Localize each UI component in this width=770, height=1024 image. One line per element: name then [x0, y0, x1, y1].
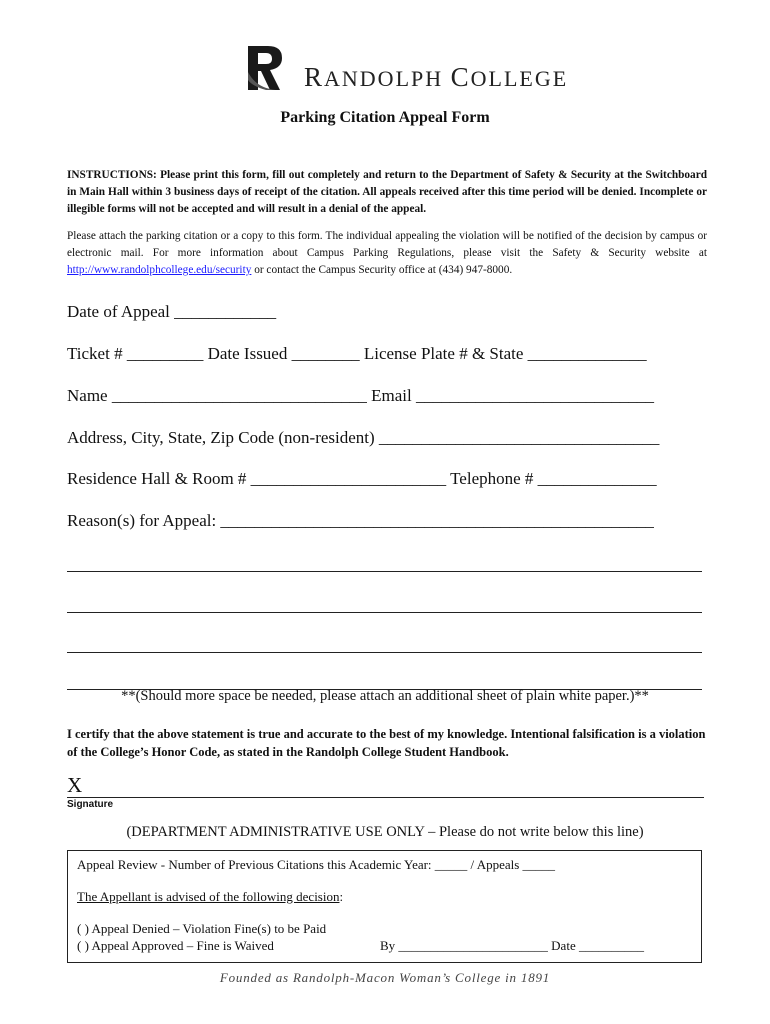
signature-label: Signature	[67, 799, 114, 810]
reason-blank-line[interactable]	[67, 571, 702, 572]
admin-use-box	[67, 850, 702, 963]
appeal-review-line: Appeal Review - Number of Previous Citations this Academic Year: _____ / Appeals _____	[77, 857, 556, 872]
appellant-advised-colon: :	[339, 889, 344, 904]
attach-instructions	[67, 228, 707, 279]
reason-for-appeal-field[interactable]: Reason(s) for Appeal: ___________________________________________________	[67, 511, 654, 530]
appellant-advised-text	[77, 889, 343, 905]
instructions-text: INSTRUCTIONS: Please print this form, fill out completely and return to the Department of Safety & Security at the Switchboard in Main Hall within 3 business days of receipt of the citation. All appeals received after this time period will be denied. Incomplete or illegible forms will not be accepted and will result in a denial of the appeal.	[67, 169, 707, 215]
signature-x-mark: X	[67, 773, 83, 797]
security-website-link[interactable]: http://www.randolphcollege.edu/security	[67, 264, 252, 276]
admin-use-heading: (DEPARTMENT ADMINISTRATIVE USE ONLY – Please do not write below this line)	[126, 824, 644, 840]
date-of-appeal-field[interactable]: Date of Appeal ____________	[67, 302, 277, 321]
college-logo-mark-icon	[246, 44, 286, 92]
name-email-field[interactable]: Name ______________________________ Email ____________________________	[67, 386, 654, 405]
college-name: RANDOLPH COLLEGE	[304, 62, 569, 92]
residence-telephone-field[interactable]: Residence Hall & Room # _______________________ Telephone # ______________	[67, 469, 657, 488]
certification-statement: I certify that the above statement is true and accurate to the best of my knowledge. Intentional falsification is a violation of the College’s Honor Code, as stated in the Randolph College Student Handbook.	[67, 727, 706, 759]
ticket-date-plate-field[interactable]: Ticket # _________ Date Issued ________ License Plate # & State ______________	[67, 344, 647, 363]
reason-blank-line[interactable]	[67, 612, 702, 613]
appeal-approved-option[interactable]: ( ) Appeal Approved – Fine is Waived	[77, 938, 274, 953]
extra-space-note: **(Should more space be needed, please attach an additional sheet of plain white paper.)**	[121, 688, 649, 704]
appeal-denied-option[interactable]: ( ) Appeal Denied – Violation Fine(s) to be Paid	[77, 921, 327, 936]
college-logo	[246, 44, 569, 92]
form-title: Parking Citation Appeal Form	[280, 109, 490, 126]
attach-text-1: Please attach the parking citation or a copy to this form. The individual appealing the violation will be notified of the decision by campus or electronic mail. For more information about Campus Parking Regulations, please visit the Safety & Security website at	[67, 230, 707, 259]
signature-line[interactable]	[67, 797, 704, 798]
attach-text-2: or contact the Campus Security office at (434) 947-8000.	[251, 264, 513, 276]
appellant-advised-label: The Appellant is advised of the following decision	[77, 889, 340, 904]
by-date-line: By _______________________ Date __________	[380, 938, 644, 953]
footer-founded-text: Founded as Randolph-Macon Woman’s College in 1891	[219, 970, 551, 985]
address-field[interactable]: Address, City, State, Zip Code (non-resident) _________________________________	[67, 428, 660, 447]
reason-blank-line[interactable]	[67, 652, 702, 653]
